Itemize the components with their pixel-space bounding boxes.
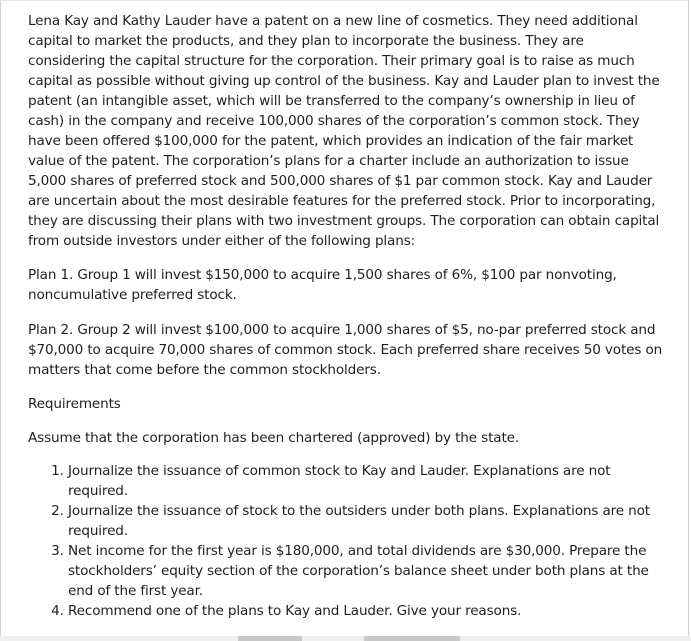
plan-2-paragraph: Plan 2. Group 2 will invest $100,000 to acquire 1,000 shares of $5, no-par preferred stock and $70,000 to acquire 70,000 shares of common stock. Each preferred share receives 50 votes on matters that come before the common stockholders.: [28, 322, 663, 378]
problem-text: [28, 11, 664, 621]
strip-tab: [364, 636, 460, 641]
requirements-heading: Requirements: [28, 396, 121, 412]
bottom-scroll-strip: [0, 636, 691, 641]
requirement-item: 4. Recommend one of the plans to Kay and Lauder. Give your reasons.: [68, 601, 664, 621]
requirement-item: 3. Net income for the first year is $180,000, and total dividends are $30,000. Prepare the stockholders’ equity section of the corporation’s balance sheet under both plans at the end of the first year.: [68, 541, 664, 601]
requirement-item: 2. Journalize the issuance of stock to the outsiders under both plans. Explanations are not required.: [68, 501, 664, 541]
strip-tab: [238, 636, 302, 641]
requirement-item: 1. Journalize the issuance of common stock to Kay and Lauder. Explanations are not required.: [68, 461, 664, 501]
assumption-paragraph: Assume that the corporation has been chartered (approved) by the state.: [28, 430, 520, 446]
intro-paragraph: Lena Kay and Kathy Lauder have a patent on a new line of cosmetics. They need additional capital to market the products, and they plan to incorporate the business. They are considering the capital structure for the corporation. Their primary goal is to raise as much capital as possible without giving up control of the business. Kay and Lauder plan to invest the patent (an intangible asset, which will be transferred to the company’s ownership in lieu of cash) in the company and receive 100,000 shares of the corporation’s common stock. They have been offered $100,000 for the patent, which provides an indication of the fair market value of the patent. The corporation’s plans for a charter include an authorization to issue 5,000 shares of preferred stock and 500,000 shares of $1 par common stock. Kay and Lauder are uncertain about the most desirable features for the preferred stock. Prior to incorporating, they are discussing their plans with two investment groups. The corporation can obtain capital from outside investors under either of the following plans:: [28, 13, 660, 249]
requirements-list: [28, 461, 664, 621]
plan-1-paragraph: Plan 1. Group 1 will invest $150,000 to acquire 1,500 shares of 6%, $100 par nonvoting, noncumulative preferred stock.: [28, 267, 617, 303]
